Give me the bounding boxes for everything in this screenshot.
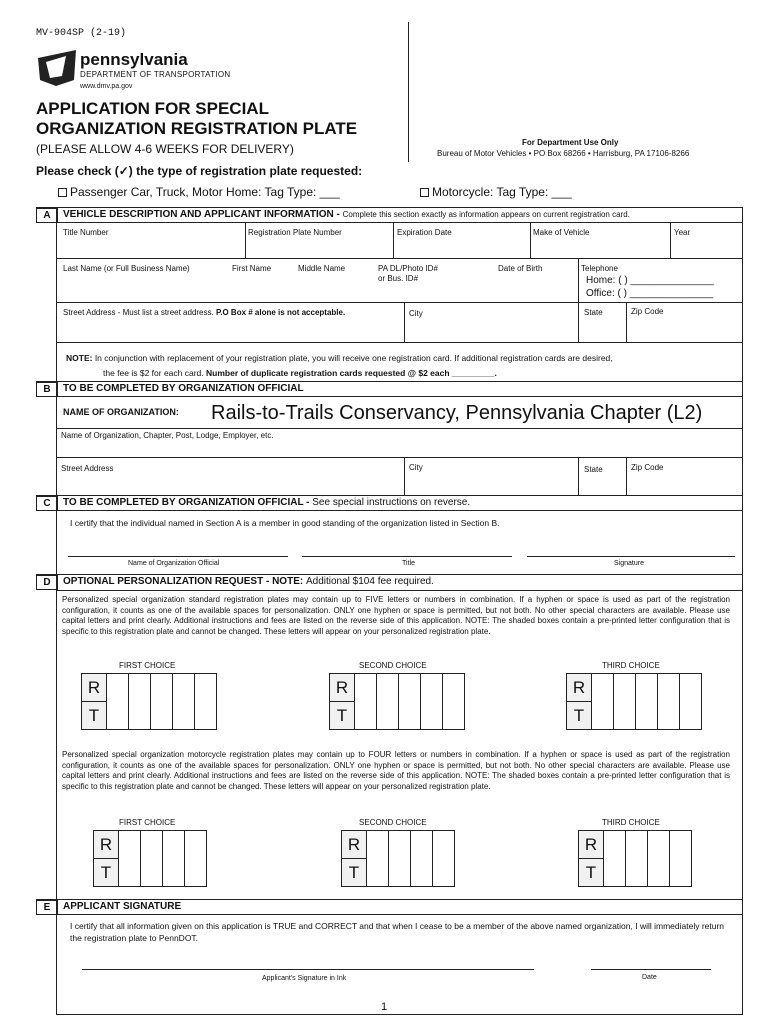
street-address-warning: P.O Box # alone is not acceptable. — [215, 308, 346, 317]
prefix-r: R — [579, 831, 603, 859]
std-third-choice-label: THIRD CHOICE — [602, 661, 660, 670]
make-of-vehicle-field[interactable] — [533, 228, 589, 237]
b-city-label: City — [409, 463, 423, 472]
note-label: NOTE: — [66, 353, 93, 363]
section-b-letter: B — [36, 382, 58, 397]
note-text-2: the fee is $2 for each card. — [103, 368, 207, 378]
section-e-letter: E — [36, 900, 58, 915]
street-address-label: Street Address - Must list a street address. — [63, 308, 216, 317]
make-of-vehicle-label: Make of Vehicle — [533, 228, 590, 237]
official-name-sig-label[interactable]: Name of Organization Official — [128, 560, 220, 567]
plate-type-passenger-label: Passenger Car, Truck, Motor Home: Tag Type: ___ — [70, 185, 340, 199]
letter-box[interactable] — [432, 830, 455, 887]
home-phone-field[interactable]: Home: ( ) _______________ — [586, 275, 714, 286]
bus-id-label: or Bus. ID# — [378, 274, 419, 283]
prefix-box — [93, 830, 119, 887]
title-number-field[interactable] — [63, 228, 109, 237]
letter-box[interactable] — [118, 830, 141, 887]
b-city-field[interactable] — [409, 463, 423, 472]
section-c-letter: C — [36, 496, 58, 511]
section-a-title — [63, 209, 630, 220]
letter-box[interactable] — [150, 673, 173, 730]
section-d-title-main: OPTIONAL PERSONALIZATION REQUEST - NOTE: — [63, 576, 306, 587]
letter-box[interactable] — [669, 830, 692, 887]
a-zip-field[interactable] — [631, 307, 663, 316]
b-zip-field[interactable] — [631, 463, 663, 472]
registration-plate-number-label: Registration Plate Number — [248, 228, 342, 237]
letter-box[interactable] — [376, 673, 399, 730]
letter-box[interactable] — [172, 673, 195, 730]
b-zip-label: Zip Code — [631, 463, 664, 472]
registration-plate-number-field[interactable] — [248, 228, 342, 237]
prefix-box — [329, 673, 355, 730]
date-of-birth-field[interactable] — [498, 264, 542, 273]
year-field[interactable] — [674, 228, 690, 237]
middle-name-label: Middle Name — [298, 264, 346, 273]
section-a-letter: A — [36, 208, 58, 223]
logo-url: www.dmv.pa.gov — [80, 83, 133, 90]
prefix-r: R — [82, 674, 106, 702]
std-second-choice-label: SECOND CHOICE — [359, 661, 427, 670]
form-id: MV-904SP (2-19) — [36, 28, 127, 39]
mc-first-choice-boxes[interactable] — [93, 830, 207, 887]
a-state-field[interactable] — [584, 308, 603, 317]
standard-plate-instructions: Personalized special organization standard registration plates may contain up to FIVE letters or numbers in combination. If a hyphen or space is used as part of the registration configuration, it counts as one of the available spaces for personalization. ONLY one hyphen or space is permitted, but not both. No other special characters are available. Please use capital letters and print clearly. Additional instructions and fees are listed on the reverse side of this application. NOTE: The shaded boxes contain a pre-printed letter configuration that is specific to this registration plate and cannot be changed. These letters will appear on your personalized registration plate. — [62, 595, 730, 636]
middle-name-field[interactable] — [298, 264, 345, 273]
note-text: In conjunction with replacement of your registration plate, you will receive one registration card. If additional registration cards are desired, — [92, 353, 613, 363]
e-certify-text: I certify that all information given on this application is TRUE and CORRECT and that when I cease to be a member of the above named organization, I will immediately return the registration plate to PennDOT. — [70, 921, 725, 943]
prefix-box — [81, 673, 107, 730]
letter-box[interactable] — [647, 830, 670, 887]
letter-box[interactable] — [194, 673, 217, 730]
official-title-sig-label[interactable]: Title — [402, 560, 415, 567]
organization-name-value: Rails-to-Trails Conservancy, Pennsylvania Chapter (L2) — [211, 402, 703, 424]
section-d-title-note: Additional $104 fee required. — [305, 576, 434, 587]
std-third-choice-boxes[interactable] — [566, 673, 702, 730]
last-name-label: Last Name (or Full Business Name) — [63, 264, 190, 273]
a-city-field[interactable] — [409, 309, 423, 318]
prefix-box — [341, 830, 367, 887]
applicant-signature-field[interactable]: Applicant's Signature in Ink — [262, 975, 347, 982]
std-second-choice-boxes[interactable] — [329, 673, 465, 730]
office-phone-field[interactable]: Office: ( ) _______________ — [586, 288, 714, 299]
dl-id-label: PA DL/Photo ID# — [378, 264, 438, 273]
section-c-title — [63, 497, 470, 508]
c-certify-text: I certify that the individual named in Section A is a member in good standing of the organization listed in Section B. — [70, 518, 500, 528]
dept-use-label: For Department Use Only — [522, 138, 619, 147]
title-line-2: ORGANIZATION REGISTRATION PLATE — [36, 119, 358, 138]
plate-type-passenger[interactable] — [58, 185, 340, 199]
letter-box[interactable] — [128, 673, 151, 730]
letter-box[interactable] — [442, 673, 465, 730]
dl-id-field[interactable] — [378, 264, 438, 284]
letter-box[interactable] — [420, 673, 443, 730]
a-zip-label: Zip Code — [631, 307, 664, 316]
prefix-t: T — [573, 705, 585, 725]
letter-box[interactable] — [603, 830, 626, 887]
b-state-label: State — [584, 465, 603, 474]
prefix-r: R — [342, 831, 366, 859]
letter-box[interactable] — [657, 673, 680, 730]
letter-box[interactable] — [398, 673, 421, 730]
prefix-t: T — [585, 862, 597, 882]
prefix-r: R — [567, 674, 591, 702]
letter-box[interactable] — [388, 830, 411, 887]
section-d-letter: D — [36, 575, 58, 590]
plate-type-motorcycle[interactable] — [420, 185, 572, 199]
prefix-t: T — [348, 862, 360, 882]
letter-box[interactable] — [162, 830, 185, 887]
letter-box[interactable] — [410, 830, 433, 887]
letter-box[interactable] — [679, 673, 702, 730]
motorcycle-checkbox[interactable] — [420, 188, 429, 197]
logo-dept: DEPARTMENT OF TRANSPORTATION — [80, 70, 231, 79]
prefix-t: T — [336, 705, 348, 725]
penndot-logo — [36, 50, 236, 95]
a-state-label: State — [584, 308, 603, 317]
passenger-checkbox[interactable] — [58, 188, 67, 197]
letter-box[interactable] — [635, 673, 658, 730]
section-c-title-note: See special instructions on reverse. — [312, 497, 471, 508]
telephone-label: Telephone — [581, 264, 618, 273]
a-city-label: City — [409, 309, 423, 318]
section-c-title-main: TO BE COMPLETED BY ORGANIZATION OFFICIAL - — [63, 497, 313, 508]
mc-third-choice-boxes[interactable] — [578, 830, 692, 887]
year-label: Year — [674, 228, 691, 237]
std-first-choice-boxes[interactable] — [81, 673, 217, 730]
first-name-label: First Name — [232, 264, 272, 273]
section-e-title: APPLICANT SIGNATURE — [63, 901, 182, 912]
duplicate-card-note — [66, 351, 613, 381]
letter-box[interactable] — [140, 830, 163, 887]
section-a-title-note: Complete this section exactly as information appears on current registration card. — [342, 210, 630, 219]
prefix-t: T — [100, 862, 112, 882]
date-of-birth-label: Date of Birth — [498, 264, 543, 273]
title-number-label: Title Number — [63, 228, 109, 237]
prefix-r: R — [94, 831, 118, 859]
expiration-date-field[interactable] — [397, 228, 452, 237]
letter-box[interactable] — [366, 830, 389, 887]
mc-second-choice-label: SECOND CHOICE — [359, 818, 427, 827]
organization-name-hint: Name of Organization, Chapter, Post, Lodge, Employer, etc. — [61, 431, 274, 440]
letter-box[interactable] — [591, 673, 614, 730]
b-street-field[interactable] — [61, 464, 113, 473]
check-prompt: Please check (✓) the type of registration plate requested: — [36, 164, 363, 178]
letter-box[interactable] — [184, 830, 207, 887]
keystone-icon — [36, 50, 78, 86]
mc-second-choice-boxes[interactable] — [341, 830, 455, 887]
prefix-t: T — [88, 705, 100, 725]
b-street-label: Street Address — [61, 464, 114, 473]
b-state-field[interactable] — [584, 465, 603, 474]
motorcycle-plate-instructions: Personalized special organization motorcycle registration plates may contain up to FOUR letters or numbers in combination. If a hyphen or space is used as part of the registration configuration, it counts as one of the available spaces for personalization. ONLY one hyphen or space is permitted, but not both. No other special characters are available. Please use capital letters and print clearly. Additional instructions and fees are listed on the reverse side of this application. NOTE: The shaded boxes contain a pre-printed letter configuration that is specific to this registration plate and cannot be changed. These letters will appear on your personalized registration plate. — [62, 750, 730, 791]
last-name-field[interactable] — [63, 264, 190, 273]
section-d-title — [63, 576, 434, 587]
street-address-field[interactable] — [63, 308, 345, 317]
page-number: 1 — [381, 1001, 388, 1013]
prefix-box — [578, 830, 604, 887]
plate-type-motorcycle-label: Motorcycle: Tag Type: ___ — [432, 185, 572, 199]
std-first-choice-label: FIRST CHOICE — [119, 661, 176, 670]
mc-first-choice-label: FIRST CHOICE — [119, 818, 176, 827]
letter-box[interactable] — [106, 673, 129, 730]
first-name-field[interactable] — [232, 264, 271, 273]
prefix-r: R — [330, 674, 354, 702]
title-line-1: APPLICATION FOR SPECIAL — [36, 99, 269, 118]
official-signature-label[interactable]: Signature — [614, 560, 644, 567]
letter-box[interactable] — [625, 830, 648, 887]
date-field[interactable]: Date — [642, 974, 657, 981]
logo-name: pennsylvania — [80, 50, 188, 69]
mc-third-choice-label: THIRD CHOICE — [602, 818, 660, 827]
organization-name-label: NAME OF ORGANIZATION: — [63, 407, 179, 417]
subtitle: (PLEASE ALLOW 4-6 WEEKS FOR DELIVERY) — [36, 142, 294, 156]
dept-use-address: Bureau of Motor Vehicles • PO Box 68266 • Harrisburg, PA 17106-8266 — [437, 149, 690, 158]
prefix-box — [566, 673, 592, 730]
expiration-date-label: Expiration Date — [397, 228, 452, 237]
section-a-title-main: VEHICLE DESCRIPTION AND APPLICANT INFORMATION - — [63, 209, 343, 220]
letter-box[interactable] — [354, 673, 377, 730]
section-b-title: TO BE COMPLETED BY ORGANIZATION OFFICIAL — [63, 383, 304, 394]
duplicate-cards-field[interactable]: Number of duplicate registration cards requested @ $2 each _________. — [206, 368, 497, 378]
letter-box[interactable] — [613, 673, 636, 730]
